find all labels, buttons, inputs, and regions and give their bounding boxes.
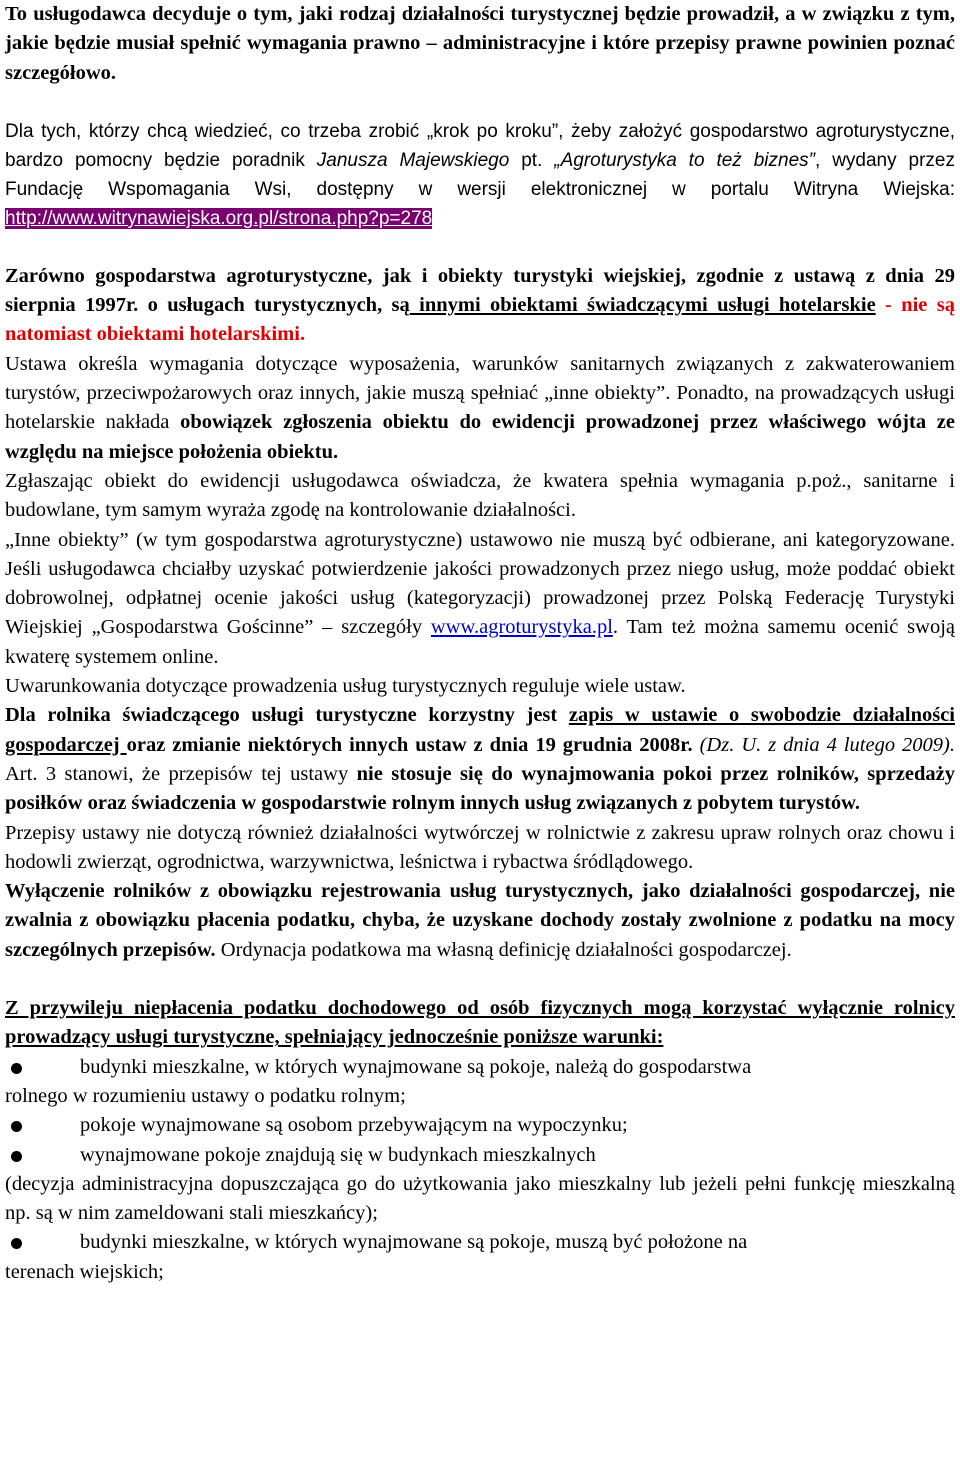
tax-bold: Wyłączenie rolników z obowiązku rejestrowania usług turystycznych, jako działalności gospodarczej, nie zwalnia z obowiązku płacenia podatku, chyba, że uzyskane dochody zostały zwolnione z podatku na mocy szczególnych przepisów.: [5, 880, 955, 961]
paragraph-intro: To usługodawca decyduje o tym, jaki rodzaj działalności turystycznej będzie prowadził, a w związku z tym, jakie będzie musiał spełnić wymagania prawno – administracyjne i które przepisy prawne powinien poznać szczegółowo.: [5, 3, 955, 84]
paragraph-categorization: [5, 526, 955, 672]
objects-underlined: innymi obiektami świadczącymi usługi hotelarskie: [409, 294, 876, 317]
list-item: [5, 1111, 955, 1140]
spacer: [5, 233, 955, 262]
list-item-text: pokoje wynajmowane są osobom przebywającym na wypoczynku;: [80, 1114, 628, 1137]
spacer: [5, 965, 955, 994]
bullet-icon: [5, 1141, 43, 1170]
requirements-bold: obowiązek zgłoszenia obiektu do ewidencji prowadzonej przez właściwego wójta ze względu na miejsce położenia obiektu.: [5, 411, 955, 463]
bullet-icon: [5, 1053, 43, 1082]
paragraph-laws: Uwarunkowania dotyczące prowadzenia usług turystycznych reguluje wiele ustaw.: [5, 675, 686, 698]
guide-text-2: pt.: [509, 149, 555, 171]
farmer-bold-underlined: zapis w ustawie o swobodzie działalności gospodarczej: [5, 704, 955, 756]
paragraph-privilege: Z przywileju niepłacenia podatku dochodowego od osób fizycznych mogą korzystać wyłącznie rolnicy prowadzący usługi turystyczne, spełniający jednocześnie poniższe warunki:: [5, 997, 955, 1049]
categorization-text: „Inne obiekty” (w tym gospodarstwa agroturystyczne) ustawowo nie muszą być odbierane, ani kategoryzowane. Jeśli usługodawca chciałby uzyskać potwierdzenie jakości prowadzonych przez niego usług, może poddać obiekt dobrowolnej, odpłatnej ocenie jakości usług (kategoryzacji) prowadzonej przez Polską Federację Turystyki Wiejskiej „Gospodarstwa Gościnne” – szczegóły: [5, 528, 955, 639]
list-item-text: budynki mieszkalne, w których wynajmowane są pokoje, muszą być położone na: [80, 1231, 748, 1254]
bullet-icon: [5, 1228, 43, 1257]
paragraph-requirements: [5, 350, 955, 467]
farmer-bold: Dla rolnika świadczącego usługi turystyczne korzystny jest: [5, 704, 569, 727]
list-item: [5, 1053, 955, 1112]
paragraph-tax: [5, 877, 955, 965]
paragraph-farmer: [5, 701, 955, 818]
guide-text: Dla tych, którzy chcą wiedzieć, co trzeba zrobić „krok po kroku”, żeby założyć gospodarstwo agroturystyczne, bardzo pomocny będzie poradnik: [5, 120, 955, 171]
categorization-text-2: . Tam też można samemu ocenić swoją kwaterę systemem online.: [5, 616, 955, 668]
list-item: [5, 1228, 955, 1287]
guide-link[interactable]: http://www.witrynawiejska.org.pl/strona.php?p=278: [5, 207, 433, 229]
list-item: [5, 1141, 955, 1229]
list-item-continuation: terenach wiejskich;: [5, 1260, 164, 1283]
objects-dash: -: [875, 294, 902, 317]
list-item-continuation: rolnego w rozumieniu ustawy o podatku rolnym;: [5, 1084, 406, 1107]
spacer: [5, 88, 955, 117]
list-item-text: wynajmowane pokoje znajdują się w budynkach mieszkalnych: [80, 1143, 596, 1166]
objects-text: Zarówno gospodarstwa agroturystyczne, jak i obiekty turystyki wiejskiej, zgodnie z ustawą z dnia 29 sierpnia 1997r. o usługach turystycznych, są: [5, 264, 955, 317]
list-item-text: budynki mieszkalne, w których wynajmowane są pokoje, należą do gospodarstwa: [80, 1055, 752, 1078]
farmer-bold-2: oraz zmianie niektórych innych ustaw z dnia 19 grudnia 2008r.: [126, 733, 700, 756]
requirements-text: Ustawa określa wymagania dotyczące wyposażenia, warunków sanitarnych związanych z zakwaterowaniem turystów, przeciwpożarowych oraz innych, jakie muszą spełniać „inne obiekty”. Ponadto, na prowadzących usługi hotelarskie nakłada: [5, 352, 955, 434]
objects-red-text: nie są natomiast obiektami hotelarskimi.: [5, 294, 955, 346]
agroturystyka-link[interactable]: www.agroturystyka.pl: [430, 616, 613, 639]
paragraph-exclusions: Przepisy ustawy nie dotyczą również działalności wytwórczej w rolnictwie z zakresu upraw rolnych oraz chowu i hodowli zwierząt, ogrodnictwa, warzywnictwa, leśnictwa i rybactwa śródlądowego.: [5, 821, 955, 873]
guide-author: Janusza Majewskiego: [316, 149, 510, 171]
paragraph-guide: [5, 117, 955, 233]
guide-title: „Agroturystyka to też biznes”: [554, 149, 815, 171]
conditions-list: [5, 1053, 955, 1287]
tax-text: Ordynacja podatkowa ma własną definicję działalności gospodarczej.: [215, 938, 792, 961]
paragraph-objects: [5, 262, 955, 350]
guide-text-3: , wydany przez Fundację Wspomagania Wsi, dostępny w wersji elektronicznej w portalu Witryna Wiejska:: [5, 149, 955, 200]
farmer-citation: (Dz. U. z dnia 4 lutego 2009).: [699, 733, 955, 756]
bullet-icon: [5, 1111, 43, 1140]
list-item-continuation: (decyzja administracyjna dopuszczająca go do użytkowania jako mieszkalny lub jeżeli pełni funkcję mieszkalną np. są w nim zameldowani stali mieszkańcy);: [5, 1172, 955, 1225]
farmer-bold-3: nie stosuje się do wynajmowania pokoi przez rolników, sprzedaży posiłków oraz świadczenia w gospodarstwie rolnym innych usług związanych z pobytem turystów.: [5, 762, 955, 815]
paragraph-registration: Zgłaszając obiekt do ewidencji usługodawca oświadcza, że kwatera spełnia wymagania p.poż., sanitarne i budowlane, tym samym wyraża zgodę na kontrolowanie działalności.: [5, 469, 955, 522]
farmer-text: Art. 3 stanowi, że przepisów tej ustawy: [5, 762, 357, 785]
